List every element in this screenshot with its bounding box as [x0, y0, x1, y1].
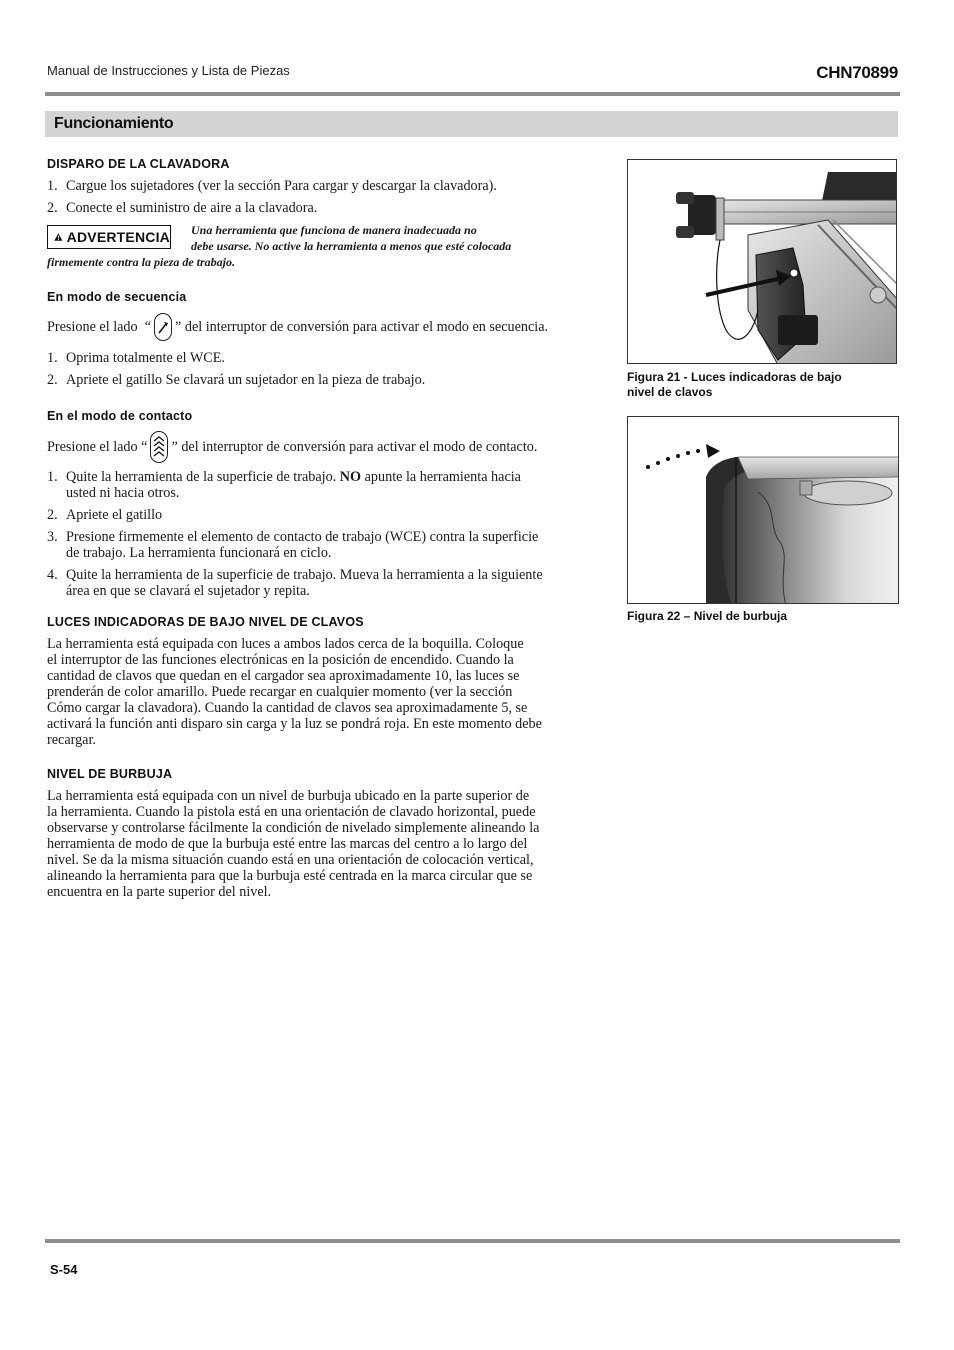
section-bar	[45, 111, 898, 137]
sequential-mode-icon	[154, 313, 172, 341]
low-nail-paragraph: La herramienta está equipada con luces a ambos lados cerca de la boquilla. Coloque el interruptor de las funciones electrónicas en la posición de encendido. Cuando la cantidad de clavos que quedan en el cargador sea aproximadamente 10, las luces se prenderán de color amarillo. Puede recargar en cualquier momento (ver la sección Cómo cargar la clavadora). Cuando la cantidad de clavos sea aproximadamente 5, se activará la función anti disparo sin carga y la luz se pondrá roja. En este momento debe recargar.	[47, 636, 542, 748]
sequence-heading: En modo de secuencia	[47, 290, 187, 304]
warning-label: ADVERTENCIA	[66, 229, 170, 245]
contact-intro: Presione el lado “ ” del interruptor de conversión para activar el modo de contacto.	[47, 431, 611, 463]
firing-steps	[47, 178, 611, 216]
contact-heading: En el modo de contacto	[47, 409, 193, 423]
list-item: 1. Quite la herramienta de la superficie de trabajo. NO apunte la herramienta hacia usted ni hacia otros.	[47, 469, 521, 501]
bubble-level-heading: NIVEL DE BURBUJA	[47, 767, 173, 781]
list-item: 4. Quite la herramienta de la superficie de trabajo. Mueva la herramienta a la siguiente área en que se clavará el sujetador y repita.	[47, 567, 543, 599]
list-item: 3. Presione firmemente el elemento de contacto de trabajo (WCE) contra la superficie de trabajo. La herramienta funcionará en ciclo.	[47, 529, 539, 561]
list-item: 2. Conecte el suministro de aire a la clavadora.	[47, 200, 318, 216]
contact-steps	[47, 469, 611, 599]
figure-22-caption: Figura 22 – Nivel de burbuja	[627, 609, 788, 623]
firing-heading: DISPARO DE LA CLAVADORA	[47, 157, 230, 171]
page-number: S-54	[50, 1262, 78, 1277]
warning-text-line2: debe usarse. No active la herramienta a menos que esté colocada	[191, 239, 512, 253]
sequence-steps	[47, 350, 611, 388]
list-item: 2. Apriete el gatillo Se clavará un sujetador en la pieza de trabajo.	[47, 372, 426, 388]
section-title: Funcionamiento	[54, 115, 174, 132]
contact-mode-icon	[150, 431, 168, 463]
model-number: CHN70899	[816, 63, 898, 82]
warning-text-line3: firmemente contra la pieza de trabajo.	[47, 255, 235, 269]
header-rule	[45, 92, 900, 96]
sequence-intro: Presione el lado “ ” del interruptor de conversión para activar el modo en secuencia.	[47, 312, 611, 342]
warning-text-line1: Una herramienta que funciona de manera inadecuada no	[191, 223, 477, 237]
bubble-level-paragraph: La herramienta está equipada con un nivel de burbuja ubicado en la parte superior de la herramienta. Cuando la pistola está en una orientación de clavado horizontal, puede observarse y controlarse fácilmente la condición de nivelado simplemente alineando la herramienta de modo de que la burbuja esté entre las marcas del centro a lo largo del nivel. Se da la misma situación cuando está en una orientación de colocación vertical, alineando la herramienta para que la burbuja esté centrada en la marca circular que se encuentra en la parte superior del nivel.	[47, 788, 540, 900]
list-item: 1. Cargue los sujetadores (ver la sección Para cargar y descargar la clavadora).	[47, 178, 497, 194]
figure-21-nail-indicator	[627, 159, 897, 364]
manual-title: Manual de Instrucciones y Lista de Piezas	[47, 63, 290, 78]
figure-21-caption: Figura 21 - Luces indicadoras de bajo nivel de clavos	[627, 370, 842, 399]
list-item: 2. Apriete el gatillo	[47, 507, 163, 523]
warning-triangle-icon	[54, 230, 63, 244]
figure-22-bubble-level	[627, 416, 899, 604]
list-item: 1. Oprima totalmente el WCE.	[47, 350, 225, 366]
footer-rule	[45, 1239, 900, 1243]
low-nail-heading: LUCES INDICADORAS DE BAJO NIVEL DE CLAVOS	[47, 615, 364, 629]
warning-badge	[47, 225, 171, 249]
